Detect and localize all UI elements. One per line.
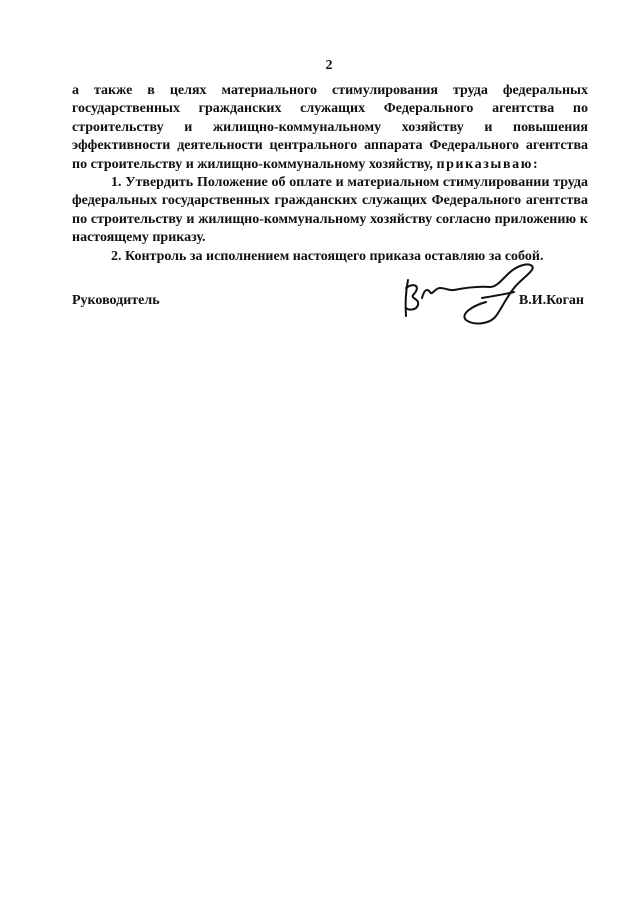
page-number: 2 <box>325 58 333 73</box>
signatory-position: Руководитель <box>72 293 160 308</box>
signature-block <box>72 293 584 317</box>
preamble-text: а также в целях материального стимулирования труда федеральных государственных гражданских служащих Федерального агентства по строительству и жилищно-коммунальному хозяйству и повышения эффективности деятельности центрального аппарата Федерального агентства по строительству и жилищно-коммунальному хозяйству, <box>72 83 588 172</box>
signatory-name: В.И.Коган <box>518 293 584 308</box>
order-keyword: приказываю: <box>436 156 540 172</box>
document-body <box>72 82 588 266</box>
preamble-paragraph <box>72 82 588 174</box>
order-item-2: 2. Контроль за исполнением настоящего приказа оставляю за собой. <box>111 248 544 264</box>
order-item-1: 1. Утвердить Положение об оплате и материальном стимулировании труда федеральных государственных гражданских служащих Федерального агентства по строительству и жилищно-коммунальному хозяйству согласно приложению к настоящему приказу. <box>72 175 588 246</box>
